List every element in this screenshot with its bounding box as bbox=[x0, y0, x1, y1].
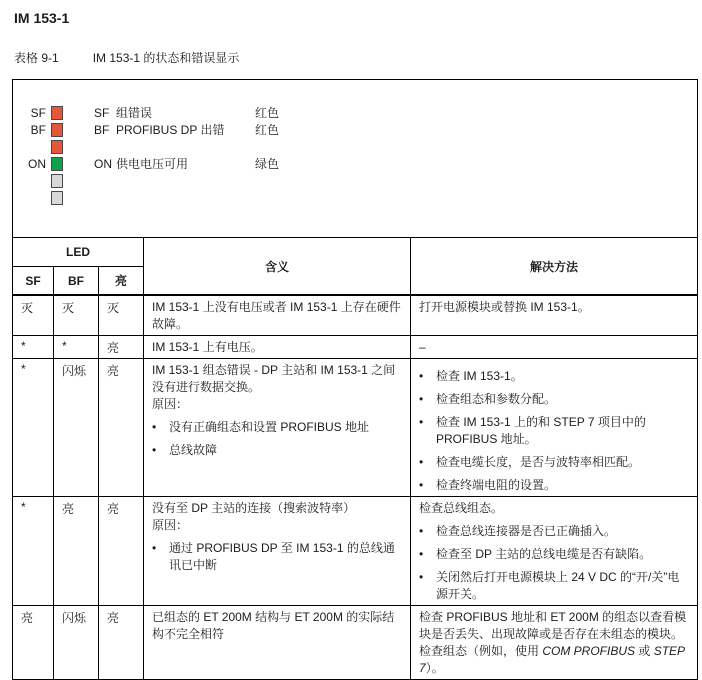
led-state-cell-sf: * bbox=[13, 359, 54, 497]
led-status-table bbox=[12, 79, 698, 680]
bullet-text: 检查组态和参数分配。 bbox=[436, 392, 557, 406]
legend-description: PROFIBUS DP 出错 bbox=[116, 123, 225, 137]
meaning-cell bbox=[144, 606, 411, 680]
led-label: SF bbox=[30, 105, 46, 120]
led-state-cell-sf: * bbox=[13, 336, 54, 359]
table-body bbox=[13, 295, 698, 680]
bullet-icon: • bbox=[152, 541, 157, 555]
legend-color-name: 红色 bbox=[255, 106, 280, 120]
led-state-cell-sf: 亮 bbox=[13, 606, 54, 680]
legend-color-name: 绿色 bbox=[255, 157, 280, 171]
header-led-group: LED bbox=[13, 238, 144, 267]
header-solution: 解决方法 bbox=[411, 238, 698, 296]
bullet-item bbox=[419, 546, 689, 563]
paragraph: 原因： bbox=[152, 397, 189, 411]
header-row-groups bbox=[13, 238, 698, 267]
bullet-item bbox=[419, 523, 689, 540]
paragraph: 没有至 DP 主站的连接（搜索波特率） bbox=[152, 501, 356, 515]
led-state-cell-sf: 灭 bbox=[13, 295, 54, 336]
legend-description: 供电电压可用 bbox=[116, 157, 189, 171]
legend-color-name: 红色 bbox=[255, 123, 280, 137]
caption-label: 表格 9-1 bbox=[14, 51, 59, 65]
bullet-text: 检查 IM 153-1。 bbox=[436, 369, 523, 383]
meaning-cell bbox=[144, 295, 411, 336]
bullet-item bbox=[419, 477, 689, 494]
legend-row-container bbox=[13, 80, 698, 238]
legend-row bbox=[23, 104, 697, 121]
bullet-item bbox=[419, 569, 689, 603]
led-gray-square-icon bbox=[51, 174, 63, 188]
bullet-text: 检查 IM 153-1 上的和 STEP 7 项目中的 PROFIBUS 地址。 bbox=[436, 415, 646, 446]
bullet-text: 没有正确组态和设置 PROFIBUS 地址 bbox=[169, 420, 370, 434]
led-state-cell-sf: * bbox=[13, 497, 54, 606]
bullet-text: 总线故障 bbox=[169, 443, 218, 457]
solution-cell bbox=[411, 359, 698, 497]
paragraph: IM 153-1 上没有电压或者 IM 153-1 上存在硬件故障。 bbox=[152, 300, 401, 331]
paragraph: 检查总线组态。 bbox=[419, 501, 504, 515]
paragraph: 检查组态（例如，使用 COM PROFIBUS 或 STEP 7）。 bbox=[419, 644, 685, 675]
meaning-cell bbox=[144, 359, 411, 497]
solution-cell bbox=[411, 336, 698, 359]
bullet-item bbox=[152, 540, 402, 574]
led-label: BF bbox=[30, 122, 46, 137]
bullet-icon: • bbox=[419, 455, 424, 469]
led-state-cell-on: 灭 bbox=[99, 295, 144, 336]
bullet-item bbox=[152, 442, 402, 459]
bullet-item bbox=[419, 454, 689, 471]
legend-row bbox=[23, 138, 697, 155]
table-row bbox=[13, 359, 698, 497]
legend-row bbox=[23, 155, 697, 172]
bullet-icon: • bbox=[152, 443, 157, 457]
led-gray-square-icon bbox=[51, 191, 63, 205]
table-row bbox=[13, 606, 698, 680]
bullet-text: 检查至 DP 主站的总线电缆是否有缺陷。 bbox=[436, 547, 652, 561]
bullet-item bbox=[419, 368, 689, 385]
led-state-cell-on: 亮 bbox=[99, 497, 144, 606]
led-label: ON bbox=[28, 156, 46, 171]
led-legend bbox=[13, 80, 698, 238]
led-state-cell-on: 亮 bbox=[99, 359, 144, 497]
led-red-square-icon bbox=[51, 140, 63, 154]
bullet-icon: • bbox=[419, 415, 424, 429]
page-title: IM 153-1 bbox=[14, 10, 70, 26]
solution-cell bbox=[411, 295, 698, 336]
led-state-cell-on: 亮 bbox=[99, 606, 144, 680]
solution-cell bbox=[411, 497, 698, 606]
led-state-cell-bf: 闪烁 bbox=[54, 359, 99, 497]
meaning-cell bbox=[144, 497, 411, 606]
led-state-cell-bf: 亮 bbox=[54, 497, 99, 606]
header-on: 亮 bbox=[99, 267, 144, 296]
bullet-icon: • bbox=[419, 524, 424, 538]
header-bf: BF bbox=[54, 267, 99, 296]
bullet-text: 检查总线连接器是否已正确插入。 bbox=[436, 524, 617, 538]
bullet-text: 检查电缆长度，是否与波特率相匹配。 bbox=[436, 455, 641, 469]
bullet-icon: • bbox=[152, 420, 157, 434]
header-sf: SF bbox=[13, 267, 54, 296]
led-state-cell-on: 亮 bbox=[99, 336, 144, 359]
table-row bbox=[13, 295, 698, 336]
paragraph: 已组态的 ET 200M 结构与 ET 200M 的实际结构不完全相符 bbox=[152, 610, 395, 641]
bullet-text: 通过 PROFIBUS DP 至 IM 153-1 的总线通讯已中断 bbox=[169, 541, 395, 572]
legend-abbr: ON bbox=[94, 156, 112, 171]
led-state-cell-bf: * bbox=[54, 336, 99, 359]
legend-abbr: BF bbox=[94, 122, 110, 137]
paragraph: – bbox=[419, 340, 426, 354]
legend-row bbox=[23, 172, 697, 189]
bullet-icon: • bbox=[419, 478, 424, 492]
paragraph: 打开电源模块或替换 IM 153-1。 bbox=[419, 300, 590, 314]
bullet-text: 检查终端电阻的设置。 bbox=[436, 478, 557, 492]
meaning-cell bbox=[144, 336, 411, 359]
table-row bbox=[13, 336, 698, 359]
table-row bbox=[13, 497, 698, 606]
bullet-item bbox=[419, 391, 689, 408]
legend-description: 组错误 bbox=[116, 106, 153, 120]
led-state-cell-bf: 灭 bbox=[54, 295, 99, 336]
table-caption bbox=[14, 49, 702, 66]
bullet-icon: • bbox=[419, 570, 424, 584]
led-green-square-icon bbox=[51, 157, 63, 171]
paragraph: 检查 PROFIBUS 地址和 ET 200M 的组态以查看模块是否丢失、出现故障或是否存在未组态的模块。 bbox=[419, 610, 687, 641]
solution-cell bbox=[411, 606, 698, 680]
bullet-text: 关闭然后打开电源模块上 24 V DC 的“开/关”电源开关。 bbox=[436, 570, 680, 601]
bullet-item bbox=[419, 414, 689, 448]
bullet-icon: • bbox=[419, 392, 424, 406]
paragraph: IM 153-1 组态错误 - DP 主站和 IM 153-1 之间没有进行数据交换。 bbox=[152, 363, 396, 394]
bullet-icon: • bbox=[419, 369, 424, 383]
caption-text: IM 153-1 的状态和错误显示 bbox=[92, 51, 240, 65]
led-red-square-icon bbox=[51, 123, 63, 137]
header-meaning: 含义 bbox=[144, 238, 411, 296]
paragraph: 原因： bbox=[152, 518, 189, 532]
legend-row bbox=[23, 121, 697, 138]
paragraph: IM 153-1 上有电压。 bbox=[152, 340, 263, 354]
legend-row bbox=[23, 189, 697, 206]
legend-abbr: SF bbox=[94, 105, 110, 120]
led-state-cell-bf: 闪烁 bbox=[54, 606, 99, 680]
bullet-item bbox=[152, 419, 402, 436]
led-red-square-icon bbox=[51, 106, 63, 120]
bullet-icon: • bbox=[419, 547, 424, 561]
